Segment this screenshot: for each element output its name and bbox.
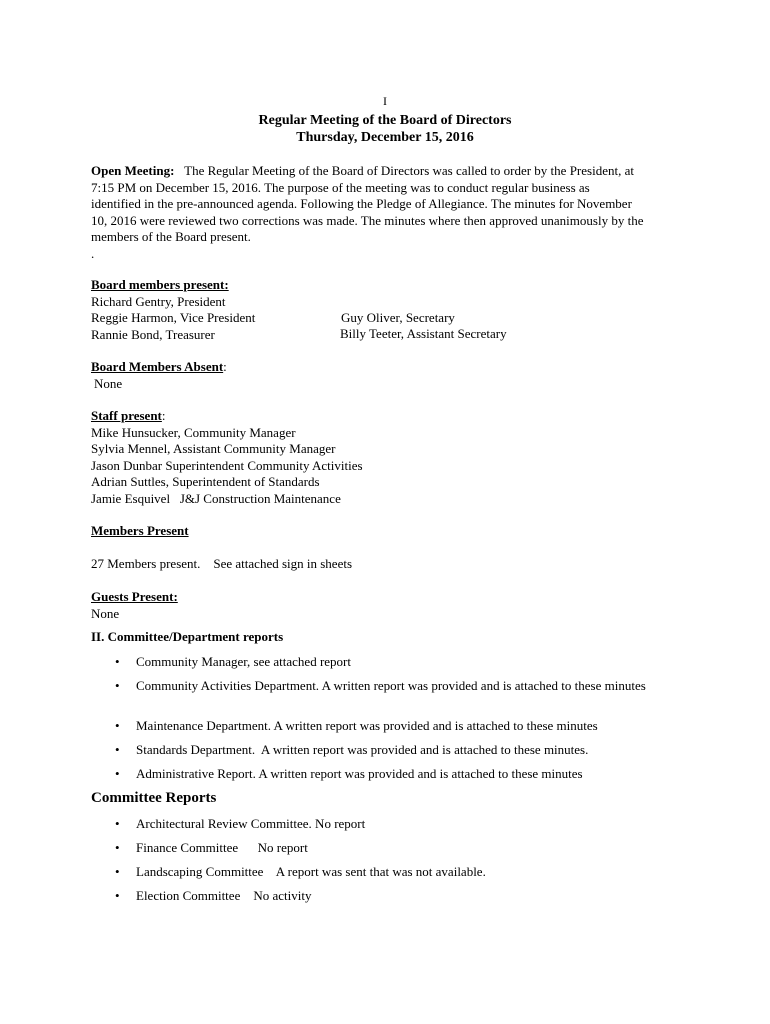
list-item-text: Community Activities Department. A written report was provided and is attached to these minutes bbox=[136, 678, 646, 693]
open-meeting-line: 7:15 PM on December 15, 2016. The purpose of the meeting was to conduct regular business as bbox=[91, 179, 590, 195]
committee-reports-heading: Committee Reports bbox=[91, 790, 217, 806]
text-cursor-mark: I bbox=[383, 94, 387, 108]
list-item-text: Election Committee No activity bbox=[136, 888, 312, 903]
open-meeting-paragraph bbox=[91, 163, 691, 262]
list-item bbox=[91, 816, 691, 840]
staff-member: Jason Dunbar Superintendent Community Activities bbox=[91, 457, 363, 473]
list-item-text: Administrative Report. A written report was provided and is attached to these minutes bbox=[136, 766, 583, 781]
board-member: Reggie Harmon, Vice President bbox=[91, 310, 256, 325]
list-item-text: Architectural Review Committee. No report bbox=[136, 816, 366, 831]
list-item bbox=[91, 718, 691, 742]
list-item-text: Maintenance Department. A written report was provided and is attached to these minutes bbox=[136, 718, 598, 733]
staff-member: Sylvia Mennel, Assistant Community Manager bbox=[91, 441, 336, 456]
committee-dept-list bbox=[91, 654, 691, 790]
bullet-icon: • bbox=[115, 864, 120, 879]
list-item bbox=[91, 678, 691, 718]
staff-member: Jamie Esquivel J&J Construction Maintenance bbox=[91, 490, 341, 506]
list-item bbox=[91, 654, 691, 678]
list-item-text: Community Manager, see attached report bbox=[136, 654, 351, 669]
document-title: Regular Meeting of the Board of Directors bbox=[258, 113, 512, 128]
list-item bbox=[91, 888, 691, 912]
document-date: Thursday, December 15, 2016 bbox=[296, 130, 474, 145]
board-absent-colon: : bbox=[223, 359, 227, 374]
staff-member: Mike Hunsucker, Community Manager bbox=[91, 424, 296, 440]
list-item-text: Finance Committee No report bbox=[136, 840, 308, 855]
bullet-icon: • bbox=[115, 742, 120, 757]
bullet-icon: • bbox=[115, 718, 120, 733]
guests-section bbox=[91, 589, 691, 622]
bullet-icon: • bbox=[115, 766, 120, 781]
bullet-icon: • bbox=[115, 888, 120, 903]
bullet-icon: • bbox=[115, 678, 120, 693]
list-item bbox=[91, 840, 691, 864]
guests-value: None bbox=[91, 605, 120, 621]
members-present-text: 27 Members present. See attached sign in sheets bbox=[91, 555, 353, 571]
board-present-heading: Board members present: bbox=[91, 277, 229, 292]
bullet-icon: • bbox=[115, 816, 120, 831]
list-item bbox=[91, 864, 691, 888]
board-absent-heading: Board Members Absent bbox=[91, 359, 224, 374]
committee-dept-heading: II. Committee/Department reports bbox=[91, 629, 284, 644]
staff-member: Adrian Suttles, Superintendent of Standards bbox=[91, 474, 320, 489]
guests-heading: Guests Present: bbox=[91, 589, 178, 604]
list-item bbox=[91, 742, 691, 766]
list-item bbox=[91, 766, 691, 790]
staff-section bbox=[91, 408, 691, 507]
open-meeting-line: . bbox=[91, 245, 95, 261]
open-meeting-line: identified in the pre-announced agenda. Following the Pledge of Allegiance. The minutes for November bbox=[91, 196, 632, 211]
open-meeting-line: members of the Board present. bbox=[91, 229, 251, 244]
board-member: Richard Gentry, President bbox=[91, 293, 226, 309]
list-item-text: Landscaping Committee A report was sent that was not available. bbox=[136, 864, 486, 879]
board-member: Billy Teeter, Assistant Secretary bbox=[340, 326, 507, 341]
board-member: Guy Oliver, Secretary bbox=[341, 310, 455, 325]
bullet-icon: • bbox=[115, 840, 120, 855]
board-absent-value: None bbox=[94, 375, 123, 391]
board-absent-section bbox=[91, 359, 691, 392]
members-present-section bbox=[91, 523, 691, 572]
members-present-heading: Members Present bbox=[91, 523, 189, 538]
board-member: Rannie Bond, Treasurer bbox=[91, 326, 215, 342]
list-item-text: Standards Department. A written report was provided and is attached to these minutes. bbox=[136, 742, 589, 757]
staff-colon: : bbox=[161, 408, 166, 423]
open-meeting-line: 10, 2016 were reviewed two corrections was made. The minutes where then approved unanimously by the bbox=[91, 212, 644, 228]
committee-reports-list bbox=[91, 816, 691, 912]
open-meeting-text: The Regular Meeting of the Board of Directors was called to order by the President, at bbox=[184, 163, 634, 178]
staff-heading: Staff present bbox=[91, 408, 162, 423]
open-meeting-line bbox=[91, 163, 691, 180]
open-meeting-label: Open Meeting: bbox=[91, 163, 175, 178]
bullet-icon: • bbox=[115, 654, 120, 669]
